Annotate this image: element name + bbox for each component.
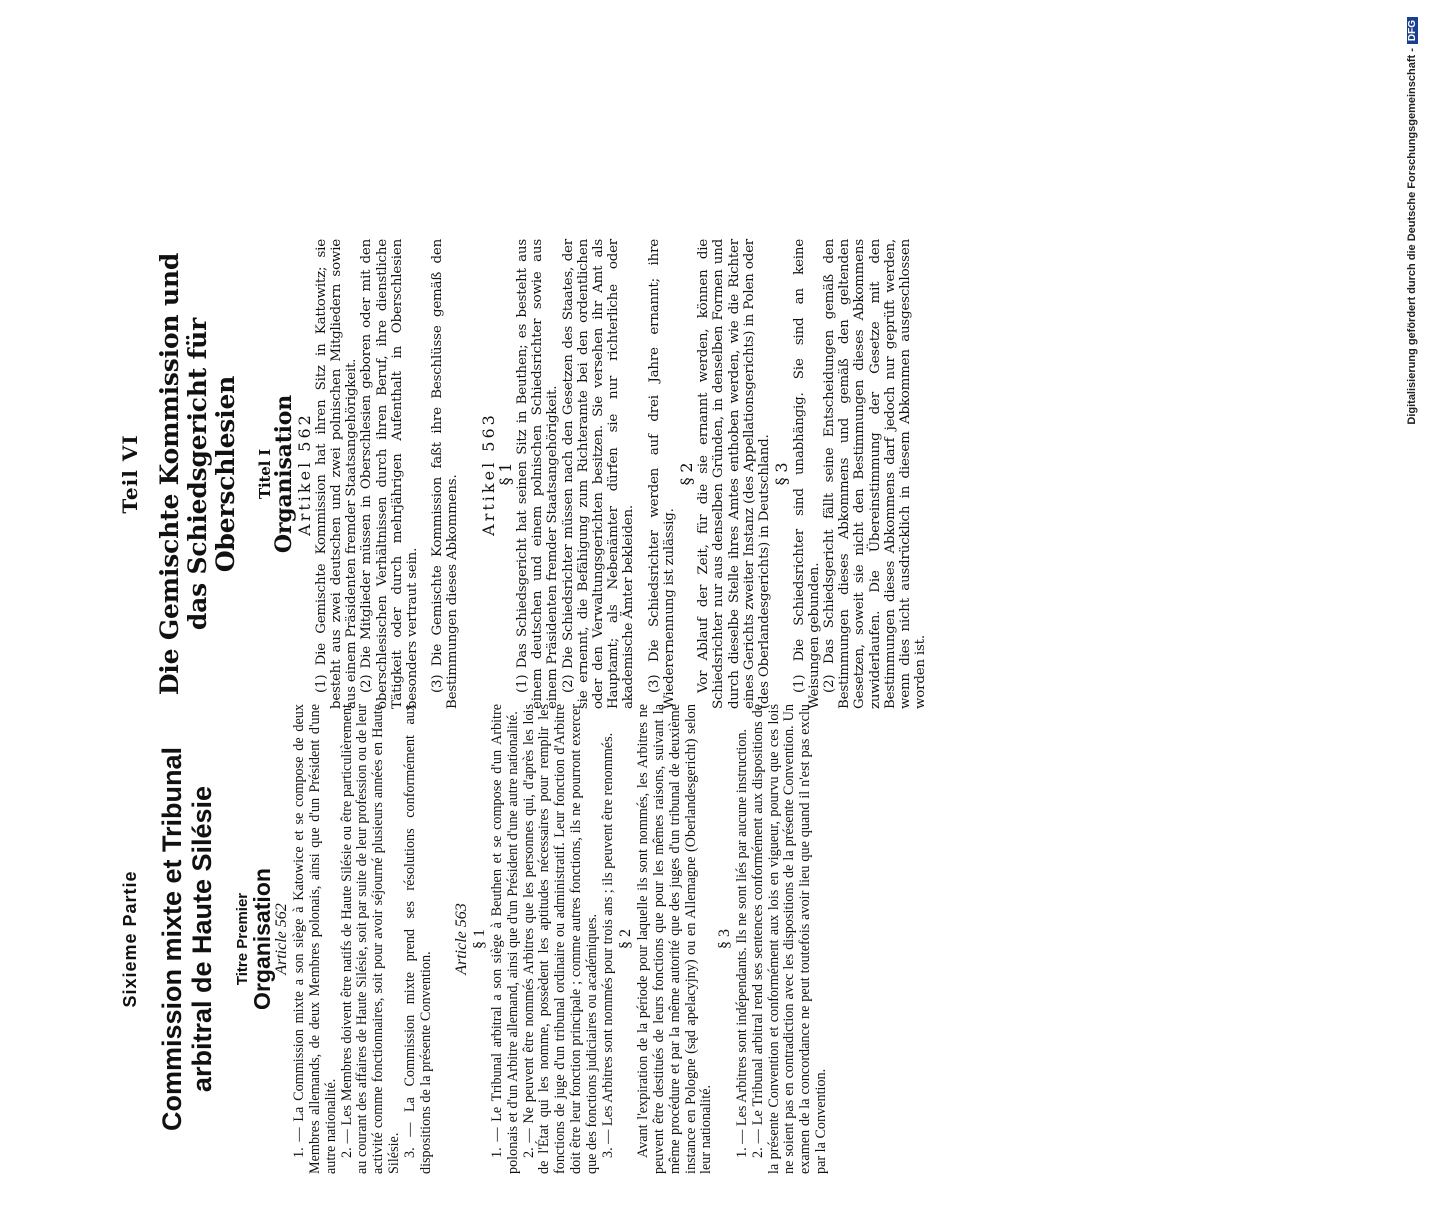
german-sec3-para2: (2) Das Schiedsgericht fällt seine Entscheidungen gemäß den Bestimmungen dieses Abkommens und gemäß den geltenden Gesetzen, soweit sie nicht den Bestimmungen dieses Abkommens zuwiderlaufen. Die Übereinstimmung der Gesetze mit den Bestimmungen dieses Abkommens darf jedoch nur geprüft werden, wenn dies nicht ausdrücklich in diesem Abkommen ausgeschlossen worden ist.	[821, 239, 929, 709]
german-article-562: Artikel 562	[294, 412, 314, 536]
german-art562-para1: (1) Die Gemischte Kommission hat ihren Sitz in Kattowitz; sie besteht aus zwei deutschen und zwei polnischen Mitgliedern sowie aus einem Präsidenten fremder Staatsangehörigkeit.	[313, 239, 360, 709]
german-part-heading: Teil VI	[118, 434, 142, 514]
french-art563-para3: 3. — Les Arbitres sont nommés pour trois ans ; ils peuvent être renommés.	[599, 732, 616, 1158]
footer-text: Digitalisierung gefördert durch die Deutsche Forschungsgemeinschaft -	[1406, 48, 1418, 425]
german-art562-para3: (3) Die Gemischte Kommission faßt ihre Beschlüsse gemäß den Bestimmungen dieses Abkommens.	[430, 239, 461, 709]
french-sec2-para1: Avant l'expiration de la période pour laquelle ils sont nommés, les Arbitres ne peuvent être destitués de leurs fonctions que pour les mêmes raisons, suivant la même procédure et par la même autorité que des juges d'un tribunal de deuxième instance en Pologne (sąd apelacyjny) ou en Allemagne (Oberlandesgericht) selon leur nationalité.	[635, 704, 715, 1174]
french-subtitle: Organisation	[248, 868, 275, 1010]
french-section-3: § 3	[716, 929, 734, 949]
german-article-563: Artikel 563	[478, 412, 498, 536]
french-title: Commission mixte et Tribunal arbitral de Haute Silésie	[156, 746, 217, 1132]
french-art562-para3: 3. — La Commission mixte prend ses résolutions conformément aux dispositions de la présente Convention.	[401, 704, 434, 1174]
french-section-2: § 2	[617, 929, 635, 949]
german-art563-para3: (3) Die Schiedsrichter werden auf drei Jahre ernannt; ihre Wiederernennung ist zulässig.	[646, 239, 677, 709]
german-art563-para1: (1) Das Schiedsgericht hat seinen Sitz in Beuthen; es besteht aus einem deutschen und einem polnischen Schiedsrichter sowie aus einem Präsidenten fremder Staatsangehörigkeit.	[515, 239, 561, 709]
german-art563-para2: (2) Die Schiedsrichter müssen nach den Gesetzen des Staates, der sie ernennt, die Befähigung zum Richteramte bei den ordentlichen oder den Verwaltungsgerichten besitzen. Sie versehen ihr Amt als Hauptamt; als Nebenämter dürfen sie nur richterliche oder akademische Ämter bekleiden.	[560, 239, 637, 709]
french-article-563: Article 563	[453, 903, 471, 975]
french-article-562: Article 562	[273, 903, 291, 975]
french-sec3-para1: 1. — Les Arbitres sont indépendants. Ils ne sont liés par aucune instruction.	[733, 728, 750, 1158]
german-section-1: § 1	[495, 462, 515, 486]
french-art563-para2: 2. — Ne peuvent être nommés Arbitres que les personnes qui, d'après les lois de l'État qui les nomme, possèdent les aptitudes nécessaires pour remplir les fonctions de juge d'un tribunal ordinaire ou administratif. Leur fonction d'Arbitre doit être leur fonction principale ; comme autres fonctions, ils ne pourront exercer que des fonctions judiciaires ou académiques.	[520, 704, 600, 1174]
french-part-heading: Sixieme Partie	[120, 870, 140, 1008]
french-sec3-para2: 2. — Le Tribunal arbitral rend ses sentences conformément aux dispositions de la présente Convention et conformément aux lois en vigueur, pourvu que ces lois ne soient pas en contradiction avec les dispositions de la présente Convention. Un examen de la concordance ne peut toutefois avoir lieu que quand il n'est pas exclu par la Convention.	[749, 704, 829, 1174]
german-sec3-para1: (1) Die Schiedsrichter sind unabhängig. Sie sind an keine Weisungen gebunden.	[791, 239, 822, 709]
german-art562-para2: (2) Die Mitglieder müssen in Oberschlesien geboren oder mit den oberschlesischen Verhältnissen durch ihren Beruf, ihre dienstliche Tätigkeit oder durch mehrjährigen Aufenthalt in Oberschlesien besonders vertraut sein.	[359, 239, 421, 709]
german-section-heading: Titel I	[256, 449, 275, 499]
german-subtitle: Organisation	[271, 394, 298, 554]
digitization-footer	[1395, 8, 1435, 998]
german-sec2-para1: Vor Ablauf der Zeit, für die sie ernannt werden, können die Schiedsrichter nur aus denselben Gründen, in denselben Formen und durch dieselbe Stelle ihres Amtes enthoben werden, wie die Richter eines Gerichts zweiter Instanz (des Appellationsgerichts) in Polen oder (des Oberlandesgerichts) in Deutschland.	[696, 239, 773, 709]
french-art563-para1: 1. — Le Tribunal arbitral a son siège à Beuthen et se compose d'un Arbitre polonais et d'un Arbitre allemand, ainsi que d'un Président d'une autre nationalité.	[488, 704, 521, 1174]
rotated-sheet	[0, 214, 1168, 1214]
french-column	[120, 704, 830, 1174]
german-column	[118, 239, 929, 709]
german-title: Die Gemischte Kommission und das Schiedsgericht für Oberschlesien	[155, 252, 241, 696]
dfg-logo: DFG	[1407, 17, 1418, 44]
french-section-1: § 1	[471, 929, 489, 949]
german-section-2: § 2	[677, 462, 697, 486]
french-art562-para2: 2. — Les Membres doivent être natifs de Haute Silésie ou être particulièrement au courant des affaires de Haute Silésie, soit par suite de leur profession ou de leur activité comme fonctionnaires, soit pour avoir séjourné plusieurs années en Haute Silésie.	[338, 704, 402, 1174]
german-section-3: § 3	[772, 462, 792, 486]
french-section-heading: Titre Premier	[233, 892, 251, 986]
french-art562-para1: 1. — La Commission mixte a son siège à Katowice et se compose de deux Membres allemands, de deux Membres polonais, ainsi que d'un Président d'une autre nationalité.	[291, 704, 339, 1174]
